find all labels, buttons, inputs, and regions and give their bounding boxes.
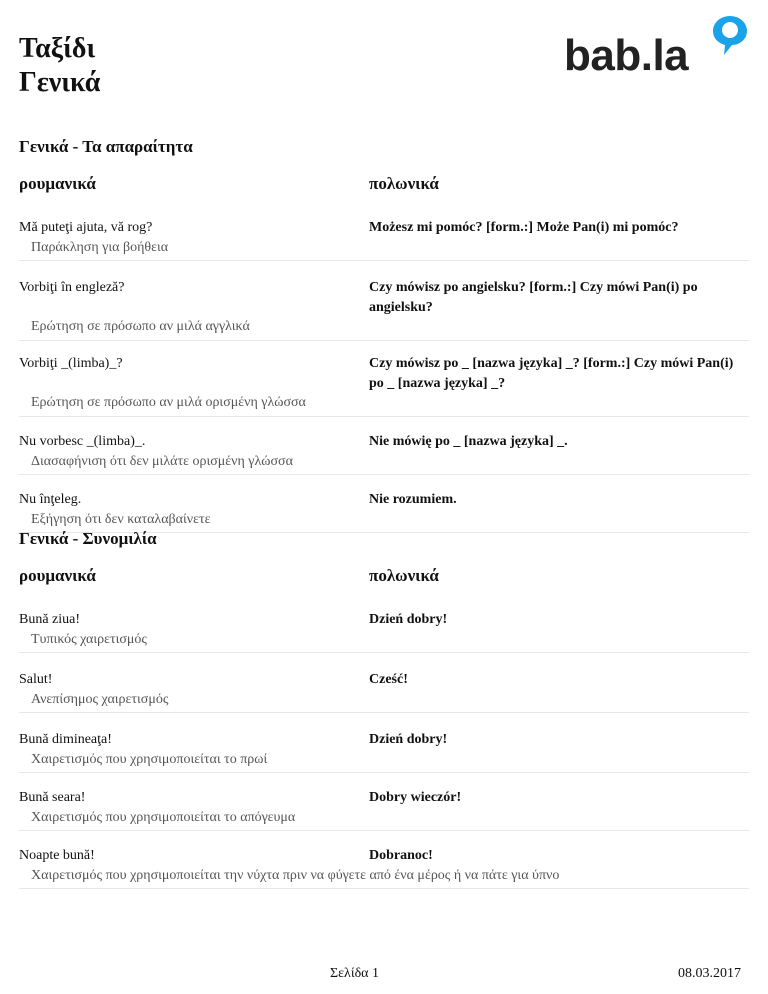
phrase-source: Noapte bună! (19, 848, 95, 863)
phrase-row (19, 670, 749, 713)
phrase-description: Ερώτηση σε πρόσωπο αν μιλά αγγλικά (31, 319, 250, 334)
phrase-translation: Nie mówię po _ [nazwa języka] _. (369, 434, 568, 449)
phrase-row (19, 278, 749, 341)
phrase-source: Nu înţeleg. (19, 492, 82, 507)
phrase-row (19, 610, 749, 653)
phrase-description: Τυπικός χαιρετισμός (31, 632, 147, 647)
phrase-translation: Możesz mi pomóc? [form.:] Może Pan(i) mi pomóc? (369, 220, 679, 235)
phrase-translation: Dobry wieczór! (369, 790, 462, 805)
logo-wordmark: bab.la (564, 31, 689, 80)
phrase-source: Vorbiţi _(limba)_? (19, 356, 123, 371)
phrase-row (19, 730, 749, 773)
column-header-polish: πολωνικά (369, 566, 439, 585)
phrase-row (19, 490, 749, 533)
section-title: Γενικά - Συνομιλία (19, 529, 157, 548)
phrase-source: Bună dimineaţa! (19, 732, 112, 747)
document-date: 08.03.2017 (678, 966, 741, 981)
phrase-row (19, 354, 749, 417)
phrase-translation: Dobranoc! (369, 848, 433, 863)
title-line-2: Γενικά (19, 67, 101, 98)
speech-bubble-icon (710, 14, 750, 58)
phrase-translation: Czy mówisz po angielsku? [form.:] Czy mówi Pan(i) po angielsku? (369, 280, 698, 315)
phrase-description: Ανεπίσημος χαιρετισμός (31, 692, 169, 707)
phrase-translation: Cześć! (369, 672, 408, 687)
phrase-translation: Nie rozumiem. (369, 492, 457, 507)
section-conversation (19, 528, 749, 883)
phrase-source: Bună ziua! (19, 612, 81, 627)
phrase-translation: Dzień dobry! (369, 612, 448, 627)
phrase-source: Salut! (19, 672, 53, 687)
phrase-description: Παράκληση για βοήθεια (31, 240, 169, 255)
phrase-description: Εξήγηση ότι δεν καταλαβαίνετε (31, 512, 211, 527)
column-header-romanian: ρουμανικά (19, 174, 96, 193)
phrase-translation: Dzień dobry! (369, 732, 448, 747)
title-line-1: Ταξίδι (19, 33, 96, 64)
page-number: Σελίδα 1 (330, 966, 380, 981)
section-essentials (19, 136, 749, 527)
page-title (19, 32, 100, 100)
phrase-row (19, 218, 749, 261)
phrase-description: Ερώτηση σε πρόσωπο αν μιλά ορισμένη γλώσσα (31, 395, 306, 410)
phrase-source: Nu vorbesc _(limba)_. (19, 434, 146, 449)
section-title: Γενικά - Τα απαραίτητα (19, 137, 193, 156)
bab-la-logo (564, 14, 754, 78)
phrase-row (19, 846, 749, 889)
phrase-description: Χαιρετισμός που χρησιμοποιείται το πρωί (31, 752, 268, 767)
column-header-polish: πολωνικά (369, 174, 439, 193)
phrase-source: Mă puteţi ajuta, vă rog? (19, 220, 153, 235)
phrase-source: Vorbiţi în engleză? (19, 280, 125, 295)
phrase-description: Χαιρετισμός που χρησιμοποιείται την νύχτα πριν να φύγετε από ένα μέρος ή να πάτε για ύπνο (31, 868, 560, 883)
column-header-romanian: ρουμανικά (19, 566, 96, 585)
phrase-source: Bună seara! (19, 790, 86, 805)
phrase-description: Διασαφήνιση ότι δεν μιλάτε ορισμένη γλώσσα (31, 454, 293, 469)
phrase-row (19, 788, 749, 831)
phrase-row (19, 432, 749, 475)
phrase-description: Χαιρετισμός που χρησιμοποιείται το απόγευμα (31, 810, 296, 825)
phrase-translation: Czy mówisz po _ [nazwa języka] _? [form.:] Czy mówi Pan(i) po _ [nazwa języka] _? (369, 356, 734, 391)
